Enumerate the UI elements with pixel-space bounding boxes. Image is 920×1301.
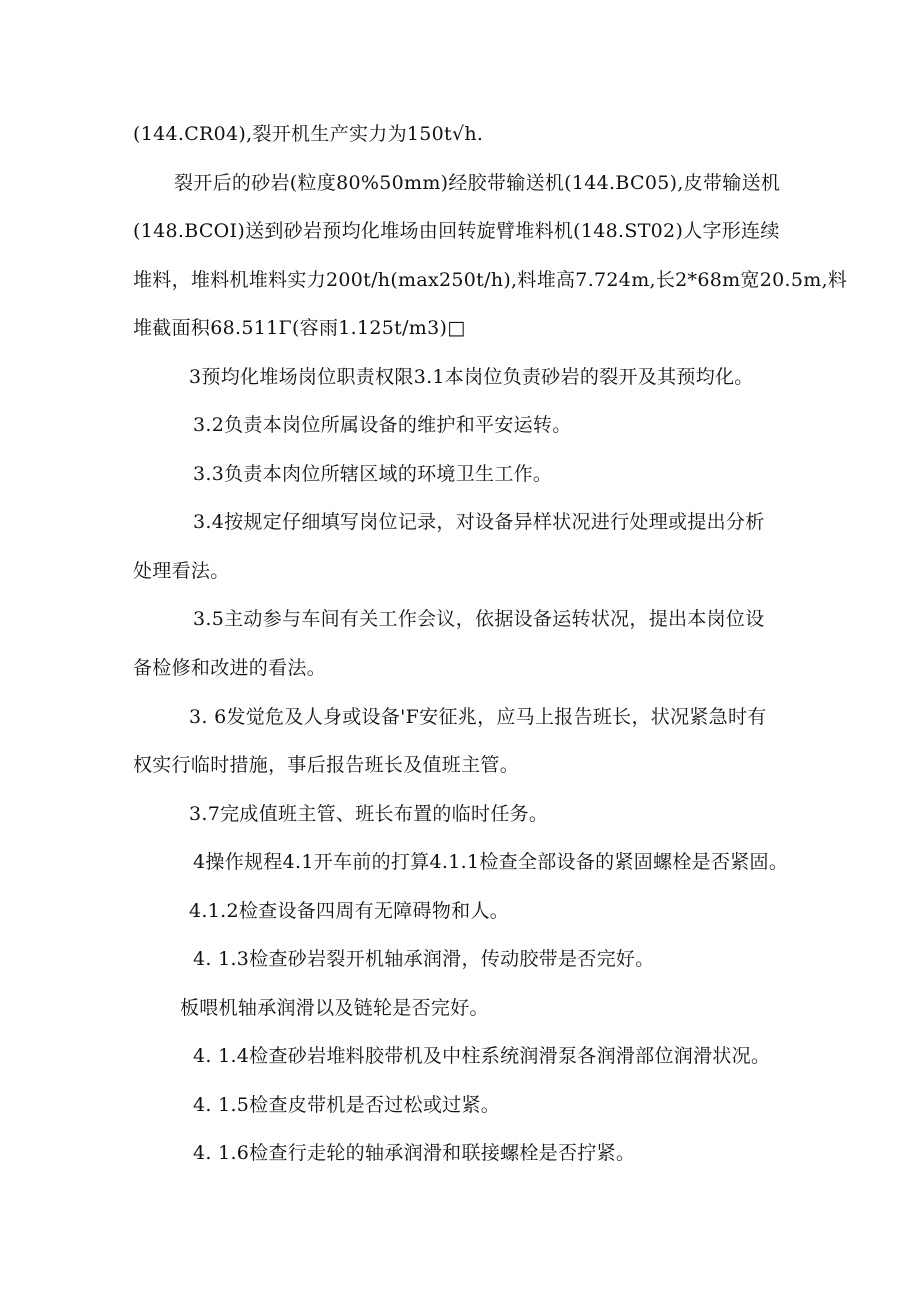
text-line: (148.BCOI)送到砂岩预均化堆场由回转旋臂堆料机(148.ST02)人字形连续 — [133, 220, 780, 242]
text-line: 3.3负责本肉位所辖区域的环境卫生工作。 — [193, 463, 553, 485]
text-line: 板喂机轴承润滑以及链轮是否完好。 — [180, 997, 489, 1019]
text-line: 4. 1.5检查皮带机是否过松或过紧。 — [193, 1094, 501, 1116]
text-line: 3.5主动参与车间有关工作会议，依据设备运转状况，提出本岗位设 — [193, 608, 765, 630]
text-line: 3预均化堆场岗位职责权限3.1本岗位负责砂岩的裂开及其预均化。 — [189, 366, 754, 388]
text-line: 4. 1.6检查行走轮的轴承润滑和联接螺栓是否拧紧。 — [193, 1142, 636, 1164]
text-line: 处理看法。 — [133, 560, 230, 582]
text-line: 3. 6发觉危及人身或设备'F安征兆，应马上报告班长，状况紧急时有 — [189, 706, 767, 728]
text-line: 4.1.2检查设备四周有无障碍物和人。 — [189, 900, 510, 922]
text-line: 备检修和改进的看法。 — [133, 657, 327, 679]
text-line: 3.4按规定仔细填写岗位记录，对设备异样状况进行处理或提出分析 — [193, 511, 765, 533]
text-line: 权实行临时措施，事后报告班长及值班主管。 — [133, 754, 520, 776]
text-line: 3.7完成值班主管、班长布置的临时任务。 — [189, 803, 549, 825]
text-line: 4操作规程4.1开车前的打算4.1.1检查全部设备的紧固螺栓是否紧固。 — [193, 851, 789, 873]
text-line: 堆料，堆料机堆料实力200t∕h(max250t∕h),料堆高7.724m,长2*68m宽20.5m,料 — [133, 269, 848, 291]
text-line: 4. 1.3检查砂岩裂开机轴承润滑，传动胶带是否完好。 — [193, 948, 655, 970]
text-line: (144.CR04),裂开机生产实力为150t√h. — [133, 123, 484, 145]
text-line: 裂开后的砂岩(粒度80%50mm)经胶带输送机(144.BC05),皮带输送机 — [174, 172, 781, 194]
text-line: 3.2负责本岗位所属设备的维护和平安运转。 — [193, 414, 572, 436]
text-line: 堆截面积68.511Γ(容雨1.125t∕m3)□ — [133, 317, 466, 339]
text-line: 4. 1.4检查砂岩堆料胶带机及中柱系统润滑泵各润滑部位润滑状况。 — [193, 1045, 771, 1067]
